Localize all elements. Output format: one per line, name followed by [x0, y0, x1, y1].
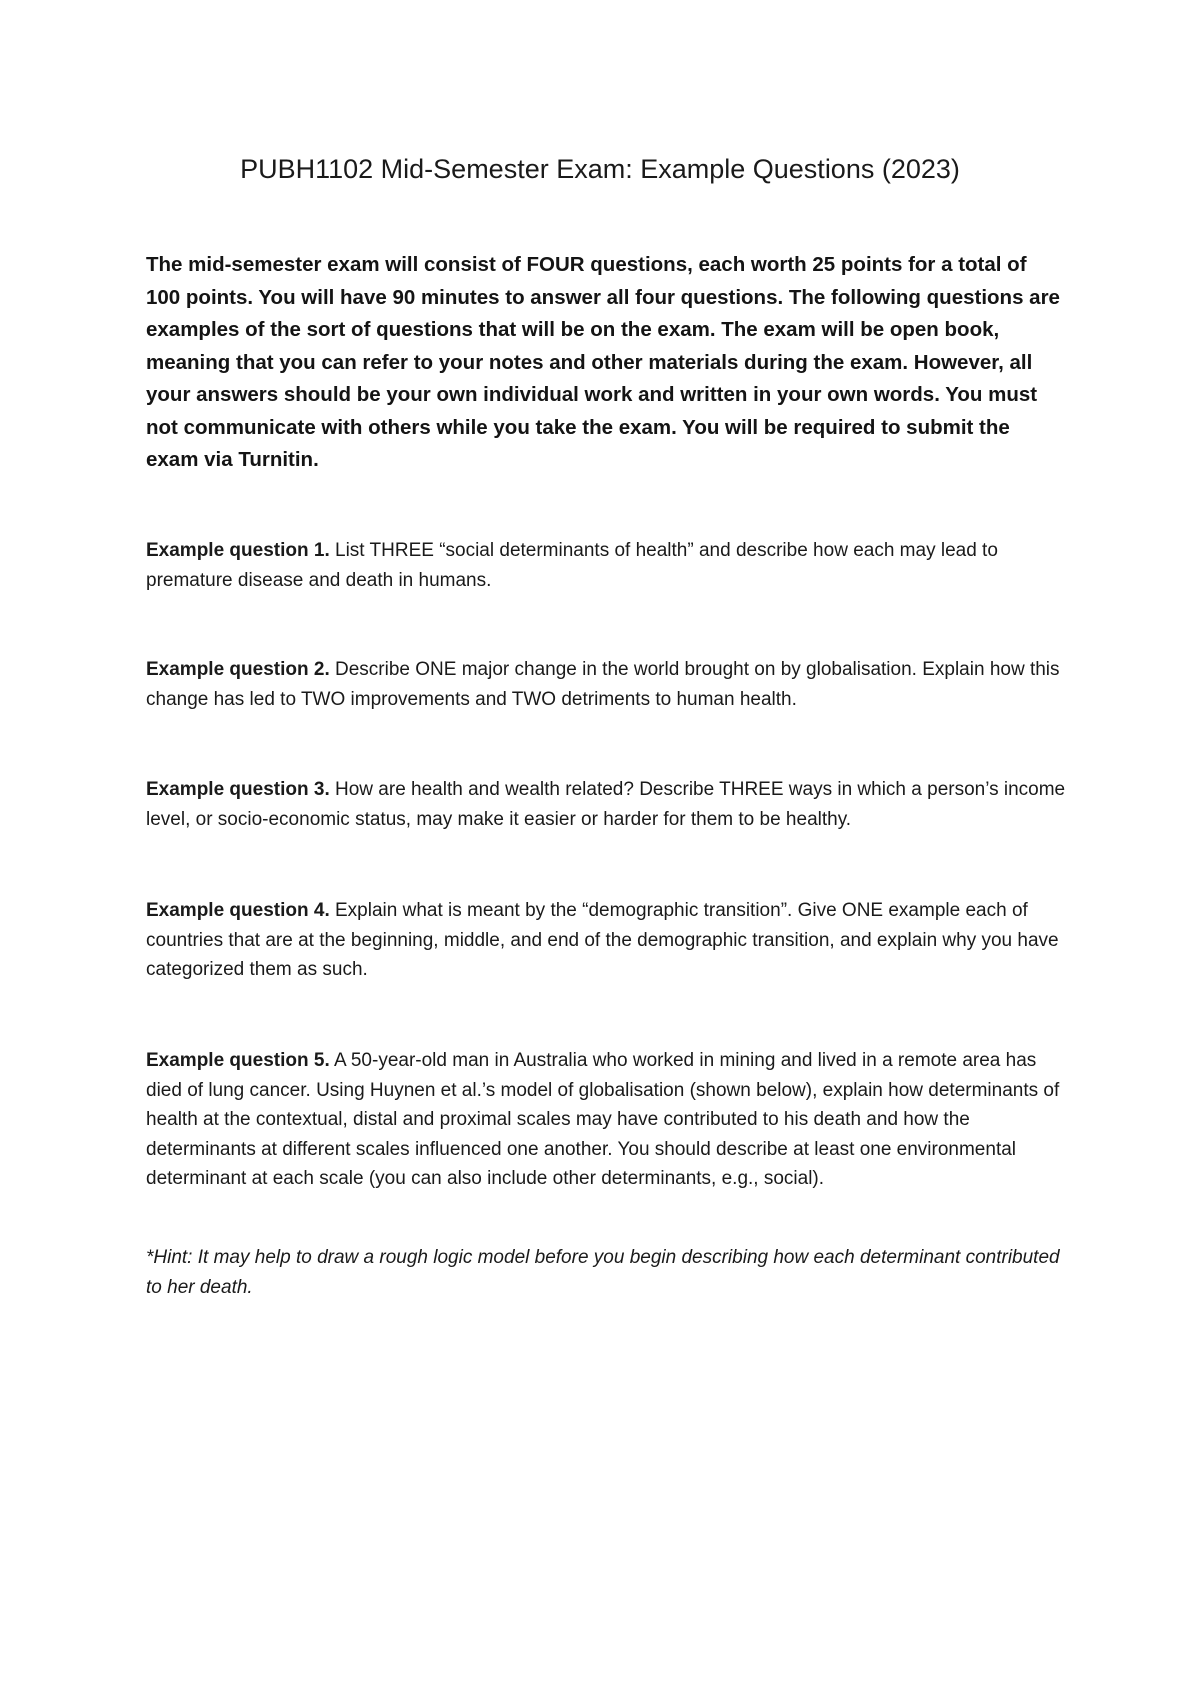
- example-question-2: [146, 655, 1076, 714]
- page-title: PUBH1102 Mid-Semester Exam: Example Questions (2023): [240, 154, 960, 184]
- question-label: Example question 4.: [146, 900, 330, 921]
- exam-instructions: The mid-semester exam will consist of FOUR questions, each worth 25 points for a total of 100 points. You will have 90 minutes to answer all four questions. The following questions are examples of the sort of questions that will be on the exam. The exam will be open book, meaning that you can refer to your notes and other materials during the exam. However, all your answers should be your own individual work and written in your own words. You must not communicate with others while you take the exam. You will be required to submit the exam via Turnitin.: [146, 253, 1060, 471]
- question-label: Example question 2.: [146, 659, 330, 680]
- example-question-3: [146, 775, 1076, 834]
- question-text: List THREE “social determinants of health” and describe how each may lead to premature disease and death in humans.: [146, 540, 998, 591]
- question-label: Example question 3.: [146, 779, 330, 800]
- example-question-1: [146, 536, 1076, 595]
- question-text: A 50-year-old man in Australia who worked in mining and lived in a remote area has died of lung cancer. Using Huynen et al.’s model of globalisation (shown below), explain how determinants of health at the contextual, distal and proximal scales may have contributed to his death and how the determinants at different scales influenced one another. You should describe at least one environmental determinant at each scale (you can also include other determinants, e.g., social).: [146, 1050, 1060, 1189]
- question-text: Describe ONE major change in the world brought on by globalisation. Explain how this change has led to TWO improvements and TWO detriments to human health.: [146, 659, 1060, 710]
- question-text: Explain what is meant by the “demographic transition”. Give ONE example each of countries that are at the beginning, middle, and end of the demographic transition, and explain why you have categorized them as such.: [146, 900, 1059, 980]
- example-question-4: [146, 896, 1076, 985]
- question-label: Example question 1.: [146, 540, 330, 561]
- example-question-5: [146, 1046, 1076, 1194]
- hint-note: *Hint: It may help to draw a rough logic model before you begin describing how each determinant contributed to her death.: [146, 1247, 1060, 1298]
- question-text: How are health and wealth related? Describe THREE ways in which a person’s income level, or socio-economic status, may make it easier or harder for them to be healthy.: [146, 779, 1066, 830]
- question-label: Example question 5.: [146, 1050, 330, 1071]
